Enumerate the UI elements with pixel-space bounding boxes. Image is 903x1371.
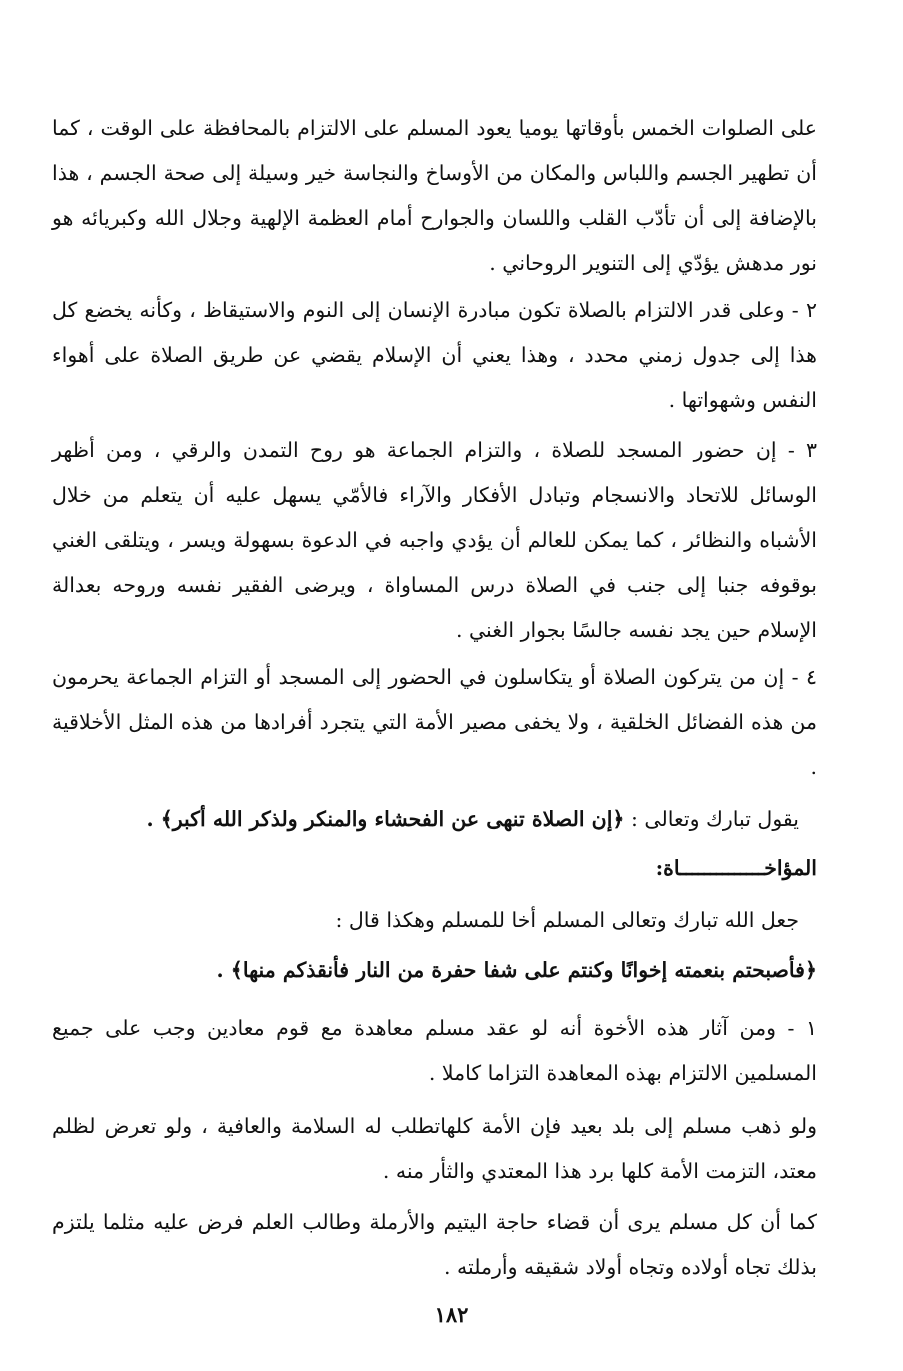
paragraph-point-2: ٢ - وعلى قدر الالتزام بالصلاة تكون مبادرة الإنسان إلى النوم والاستيقاظ ، وكأنه يخضع كل هذا إلى جدول زمني محدد ، وهذا يعني أن الإسلام يقضي عن طريق الصلاة على أهواء النفس وشهواتها .	[52, 298, 817, 412]
paragraph-point-3: ٣ - إن حضور المسجد للصلاة ، والتزام الجماعة هو روح التمدن والرقي ، ومن أظهر الوسائل للاتحاد والانسجام وتبادل الأفكار والآراء فالأمّي يسهل عليه أن يتعلم من خلال الأشباه والنظائر ، كما يمكن للعالم أن يؤدي واجبه في الدعوة بسهولة ويسر ، ويتلقى الغني بوقوفه جنبا إلى جنب في الصلاة درس المساواة ، ويرضى الفقير نفسه وروحه بعدالة الإسلام حين يجد نفسه جالسًا بجوار الغني .	[52, 438, 817, 642]
paragraph-brotherhood-1: ١ - ومن آثار هذه الأخوة أنه لو عقد مسلم معاهدة مع قوم معادين وجب على جميع المسلمين الالتزام بهذه المعاهدة التزاما كاملا .	[52, 1016, 817, 1085]
section-heading: المؤاخــــــــــــــاة:	[655, 856, 817, 880]
quran-quote-prayer	[52, 797, 799, 842]
paragraph-prayer-times: على الصلوات الخمس بأوقاتها يوميا يعود المسلم على الالتزام بالمحافظة على الوقت ، كما أن تطهير الجسم واللباس والمكان من الأوساخ والنجاسة خير وسيلة إلى صحة الجسم ، هذا بالإضافة إلى أن تأدّب القلب واللسان والجوارح أمام العظمة الإلهية وجلال الله وكبريائه هو نور مدهش يؤدّي إلى التنوير الروحاني .	[52, 116, 817, 275]
paragraph-brotherhood-travel: ولو ذهب مسلم إلى بلد بعيد فإن الأمة كلهاتطلب له السلامة والعافية ، ولو تعرض لظلم معتد، التزمت الأمة كلها برد هذا المعتدي والثأر منه .	[52, 1114, 817, 1183]
page-number: ١٨٢	[434, 1302, 469, 1327]
quote-intro: يقول تبارك وتعالى :	[630, 807, 799, 831]
paragraph-point-4: ٤ - إن من يتركون الصلاة أو يتكاسلون في الحضور إلى المسجد أو التزام الجماعة يحرمون من هذه الفضائل الخلقية ، ولا يخفى مصير الأمة التي يتجرد أفرادها من هذه المثل الأخلاقية .	[52, 665, 817, 779]
quran-quote-brotherhood	[52, 948, 817, 993]
paragraph-brotherhood-orphans: كما أن كل مسلم يرى أن قضاء حاجة اليتيم والأرملة وطالب العلم فرض عليه مثلما يلتزم بذلك تجاه أولاده وتجاه أولاد شقيقه وأرملته .	[52, 1210, 817, 1279]
quran-verse: ﴿إن الصلاة تنهى عن الفحشاء والمنكر ولذكر الله أكبر﴾ .	[146, 807, 625, 831]
paragraph-brotherhood-intro: جعل الله تبارك وتعالى المسلم أخا للمسلم وهكذا قال :	[335, 908, 799, 932]
quran-verse: ﴿فأصبحتم بنعمته إخوانًا وكنتم على شفا حفرة من النار فأنقذكم منها﴾ .	[216, 958, 817, 982]
